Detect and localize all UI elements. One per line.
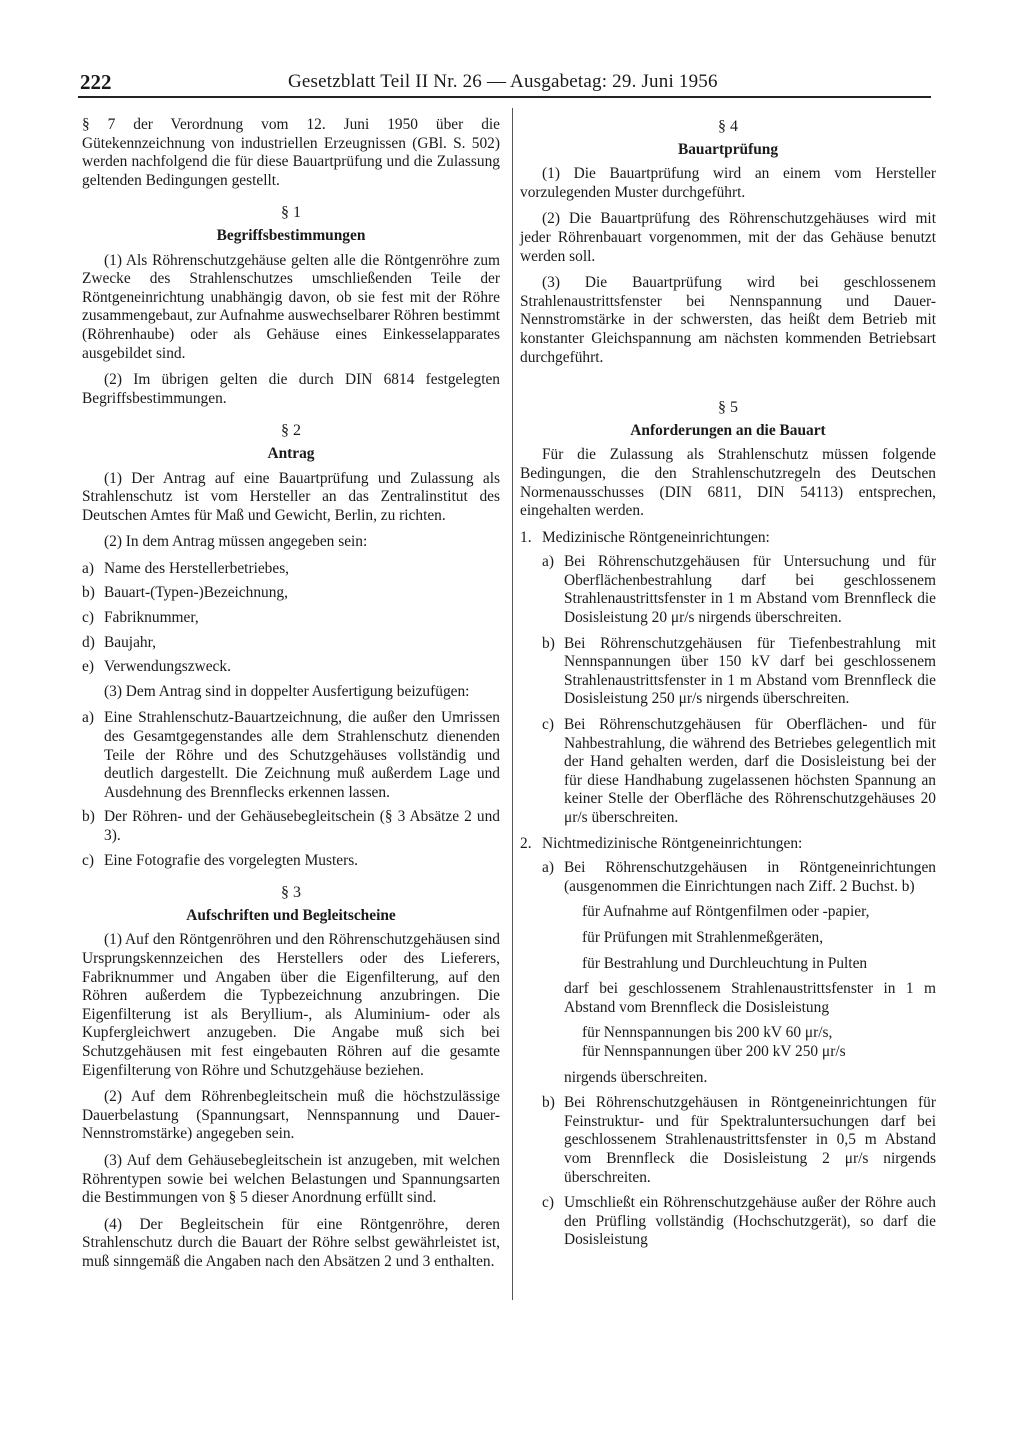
sub-item: [542, 859, 936, 896]
paragraph: (1) Die Bauartprüfung wird an einem vom Hersteller vorzulegenden Muster durchgeführt.: [520, 165, 936, 201]
list-marker: e): [82, 658, 94, 676]
section-number: § 1: [281, 204, 301, 222]
left-column: [82, 116, 500, 1279]
list-text: Nichtmedizinische Röntgeneinrichtungen:: [542, 834, 803, 852]
section-number: § 3: [281, 884, 301, 902]
spacer: [520, 375, 936, 385]
numbered-item: [520, 835, 936, 854]
list-text: Name des Herstellerbetriebes,: [104, 559, 290, 577]
list-text: Eine Fotografie des vorgelegten Musters.: [104, 851, 359, 869]
sub-item: [542, 716, 936, 828]
indent: [542, 1069, 564, 1088]
list-text: Bei Röhrenschutzgehäusen für Oberflächen- und für Nahbestrahlung, die während des Betriebes gelegentlich mit der Hand gehalten werden, darf die Dosisleistung bei der für diese Handhabung zugelassenen höchsten Spannung an keiner Stelle der Oberfläche des Röhrenschutzgehäuses 20 μr/s überschreiten.: [564, 716, 936, 826]
right-column: [520, 104, 936, 1257]
list-marker: 2.: [520, 834, 532, 852]
list-text: Bei Röhrenschutzgehäusen in Röntgeneinrichtungen (ausgenommen die Einrichtungen nach Ziff. 2 Buchst. b): [564, 859, 936, 895]
list-marker: c): [82, 851, 94, 869]
paragraph: (2) Im übrigen gelten die durch DIN 6814 festgelegten Begriffsbestimmungen.: [82, 371, 500, 407]
list-text: Umschließt ein Röhrenschutzgehäuse außer der Röhre auch den Prüfling vollständig (Hochschutzgerät), so darf die Dosisleistung: [564, 1194, 936, 1249]
list-item: [82, 808, 500, 845]
column-divider: [512, 108, 513, 1300]
list-marker: b): [542, 1094, 555, 1112]
paragraph: (3) Die Bauartprüfung wird bei geschlossenem Strahlenaustrittsfenster bei Nennspannung und Dauer-Nennstromstärke in der schwersten, das heißt dem Betrieb mit konstanter Gleichspannung am nächsten kommenden Betriebsart durchgeführt.: [520, 274, 936, 366]
list-text: Bei Röhrenschutzgehäusen für Untersuchung und für Oberflächenbestrahlung darf bei geschlossenem Strahlenaustrittsfenster in 1 m Abstand vom Brennfleck die Dosisleistung 20 μr/s nirgends überschreiten.: [564, 553, 936, 627]
sub-item: [542, 1094, 936, 1187]
list-text: Bei Röhrenschutzgehäusen für Tiefenbestrahlung mit Nennspannungen über 150 kV darf bei geschlossenem Strahlenaustrittsfenster in 1 m Abstand vom Brennfleck die Dosisleistung 250 μr/s nirgends überschreiten.: [564, 634, 936, 708]
use-line: für Prüfungen mit Strahlenmeßgeräten,: [582, 928, 824, 946]
page-header: [78, 70, 931, 98]
list-marker: b): [82, 584, 95, 602]
list-marker: c): [542, 716, 554, 734]
list-marker: b): [542, 634, 555, 652]
section-number: § 4: [718, 118, 738, 135]
section-number: § 5: [718, 399, 738, 417]
list-text: Bauart-(Typen-)Bezeichnung,: [104, 584, 288, 602]
list-text: Der Röhren- und der Gehäusebegleitschein (§ 3 Absätze 2 und 3).: [104, 808, 500, 844]
paragraph: (3) Auf dem Gehäusebegleitschein ist anzugeben, mit welchen Röhrentypen sowie bei welchen Belastungen und Spannungsarten die Bestimmungen von § 5 dieser Anordnung erfüllt sind.: [82, 1151, 500, 1207]
section-number: § 2: [281, 422, 301, 440]
section-title: Antrag: [267, 444, 315, 462]
list-text: Fabriknummer,: [104, 609, 199, 627]
section-title: Bauartprüfung: [677, 140, 779, 158]
list-marker: b): [82, 808, 95, 826]
list-marker: a): [542, 859, 554, 877]
list-item: [82, 609, 500, 628]
page-number: 222: [80, 70, 112, 94]
limit-line: für Nennspannungen über 200 kV 250 μr/s: [582, 1042, 846, 1060]
paragraph: (1) Der Antrag auf eine Bauartprüfung und Zulassung als Strahlenschutz ist vom Hersteller an das Zentralinstitut des Deutschen Amtes für Maß und Gewicht, Berlin, zu richten.: [82, 469, 500, 524]
list-text: darf bei geschlossenem Strahlenaustrittsfenster in 1 m Abstand vom Brennfleck die Dosisleistung: [564, 980, 936, 1016]
paragraph: (2) Die Bauartprüfung des Röhrenschutzgehäuses wird mit jeder Röhrenbauart vorgenommen, mit der das Gehäuse benutzt werden soll.: [520, 210, 936, 265]
limit-line: für Nennspannungen bis 200 kV 60 μr/s,: [582, 1024, 833, 1042]
paragraph: Für die Zulassung als Strahlenschutz müssen folgende Bedingungen, die den Strahlenschutzregeln des Deutschen Normenausschusses (DIN 6811, DIN 54113) entsprechen, eingehalten werden.: [520, 446, 936, 520]
list-item: [82, 709, 500, 802]
list-text: Bei Röhrenschutzgehäusen in Röntgeneinrichtungen für Feinstruktur- und für Spektraluntersuchungen darf bei geschlossenem Strahlenaustrittsfenster in 0,5 m Abstand vom Brennfleck die Dosisleistung 2 μr/s nirgends überschreiten.: [564, 1094, 936, 1186]
paragraph: (3) Dem Antrag sind in doppelter Ausfertigung beizufügen:: [104, 682, 470, 700]
list-marker: a): [82, 559, 94, 577]
list-marker: c): [82, 609, 94, 627]
list-item: [82, 658, 500, 677]
use-line: für Aufnahme auf Röntgenfilmen oder -papier,: [582, 903, 870, 921]
continuation: [542, 980, 936, 1017]
numbered-item: [520, 529, 936, 548]
running-title: Gesetzblatt Teil II Nr. 26 — Ausgabetag: 29. Juni 1956: [288, 71, 718, 92]
paragraph: (4) Der Begleitschein für eine Röntgenröhre, deren Strahlenschutz durch die Bauart der Röhre selbst gewährleistet ist, muß sinngemäß die Angaben nach den Absätzen 2 und 3 enthalten.: [82, 1215, 500, 1270]
list-text: Medizinische Röntgeneinrichtungen:: [542, 528, 770, 546]
list-marker: d): [82, 633, 95, 651]
list-text: Eine Strahlenschutz-Bauartzeichnung, die außer den Umrissen des Gesamtgegenstandes alle dem Strahlenschutz dienenden Teile der Röhre und des Schutzgehäuses vollständig und deutlich dargestellt. Die Zeichnung muß außerdem Lage und Ausdehnung des Brennflecks erkennen lassen.: [104, 709, 500, 801]
indent: [542, 980, 564, 1017]
list-item: [82, 560, 500, 579]
list-text: Verwendungszweck.: [104, 658, 231, 676]
sub-item: [542, 1194, 936, 1250]
paragraph: (2) Auf dem Röhrenbegleitschein muß die höchstzulässige Dauerbelastung (Spannungsart, Nennspannung und Dauer-Nennstromstärke) angegeben sein.: [82, 1088, 500, 1143]
list-marker: a): [542, 553, 554, 571]
intro-paragraph: § 7 der Verordnung vom 12. Juni 1950 über die Gütekennzeichnung von industriellen Erzeugnissen (GBl. S. 502) werden nachfolgend die für diese Bauartprüfung und die Zulassung geltenden Bedingungen gestellt.: [82, 116, 500, 189]
continuation: [542, 1069, 936, 1088]
list-item: [82, 852, 500, 871]
sub-item: [542, 635, 936, 709]
paragraph: (1) Als Röhrenschutzgehäuse gelten alle die Röntgenröhre zum Zwecke des Strahlenschutzes umschließenden Teile der Röntgeneinrichtung unabhängig davon, ob sie fest mit der Röhre zusammengebaut, zur Aufnahme auswechselbarer Röhren bestimmt (Röhrenhaube) oder als Gehäuse eines Einkesselapparates ausgebildet sind.: [82, 251, 500, 362]
list-marker: a): [82, 709, 94, 727]
list-item: [82, 634, 500, 653]
paragraph: (1) Auf den Röntgenröhren und den Röhrenschutzgehäusen sind Ursprungskennzeichen des Herstellers oder des Lieferers, Fabriknummer und Angaben über die Eigenfilterung, auf den Röhren außerdem die Typbezeichnung anzubringen. Die Eigenfilterung ist als Beryllium-, als Aluminium- oder als Kupfergleichwert anzugeben. Die Angabe muß sich bei Schutzgehäusen mit fest eingebauten Röhren auf die gesamte Eigenfilterung von Röhre und Schutzgehäuse beziehen.: [82, 931, 500, 1079]
list-text: Baujahr,: [104, 633, 156, 651]
sub-item: [542, 553, 936, 627]
use-line: für Bestrahlung und Durchleuchtung in Pulten: [582, 954, 868, 972]
list-marker: 1.: [520, 528, 532, 546]
paragraph: (2) In dem Antrag müssen angegeben sein:: [104, 533, 368, 551]
section-title: Begriffsbestimmungen: [216, 226, 366, 244]
list-text: nirgends überschreiten.: [564, 1068, 708, 1086]
section-title: Aufschriften und Begleitscheine: [186, 906, 396, 924]
section-title: Anforderungen an die Bauart: [630, 421, 826, 439]
list-item: [82, 584, 500, 603]
list-marker: c): [542, 1194, 554, 1212]
